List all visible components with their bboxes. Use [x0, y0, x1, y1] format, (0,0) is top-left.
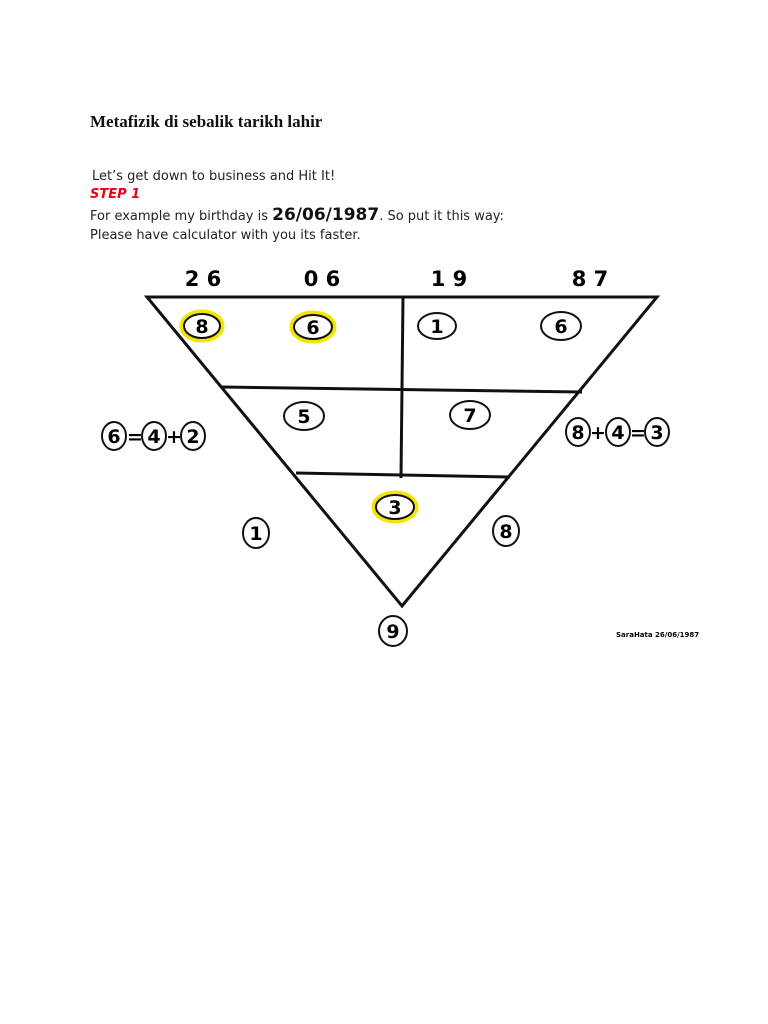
- top-number-year: 8 7: [571, 267, 609, 291]
- signature: SaraHata 26/06/1987: [616, 631, 700, 639]
- left-eq-equals: =: [127, 426, 143, 448]
- calculator-note: Please have calculator with you its faster.: [90, 228, 361, 243]
- row1-value-3: 1: [430, 316, 444, 338]
- row2-value-1: 5: [297, 406, 311, 428]
- left-outer-circle: [243, 518, 269, 548]
- row1-circle-2: [292, 313, 334, 341]
- row1-value-4: 6: [554, 316, 568, 338]
- right-eq-plus: +: [590, 422, 606, 444]
- right-eq-operand-2: 4: [611, 422, 625, 444]
- left-equation: [102, 422, 205, 450]
- right-eq-equals: =: [630, 422, 646, 444]
- row1-circle-1: [182, 312, 222, 340]
- left-eq-plus: +: [166, 426, 182, 448]
- example-date: 26/06/1987: [272, 205, 380, 225]
- row3-value: 3: [388, 497, 402, 519]
- right-outer-circle: [493, 516, 519, 546]
- triangle-frame: [147, 297, 657, 606]
- left-eq-operand-2: 2: [186, 426, 200, 448]
- top-number-day: 2 6: [184, 267, 222, 291]
- example-prefix: For example my birthday is: [90, 209, 273, 224]
- row2-circle-1: [284, 402, 324, 430]
- row1-value-2: 6: [306, 317, 320, 339]
- step-label: STEP 1: [90, 187, 141, 202]
- row3-circle: [374, 493, 416, 521]
- intro-text: Let’s get down to business and Hit It!: [92, 169, 336, 184]
- row1-circle-4: [541, 312, 581, 340]
- example-suffix: . So put it this way:: [379, 209, 504, 224]
- row2-value-2: 7: [463, 405, 477, 427]
- bottom-value: 9: [386, 621, 400, 643]
- row1-value-1: 8: [195, 316, 209, 338]
- document-title: Metafizik di sebalik tarikh lahir: [90, 112, 323, 131]
- row1-circle-3: [418, 313, 456, 339]
- right-equation: [566, 418, 669, 446]
- right-eq-operand-1: 8: [571, 422, 585, 444]
- top-number-century: 1 9: [430, 267, 468, 291]
- right-outer-value: 8: [499, 521, 513, 543]
- right-eq-result: 3: [650, 422, 664, 444]
- left-outer-value: 1: [249, 523, 263, 545]
- left-eq-operand-1: 4: [147, 426, 161, 448]
- left-eq-result: 6: [107, 426, 121, 448]
- row2-circle-2: [450, 401, 490, 429]
- top-number-month: 0 6: [303, 267, 341, 291]
- bottom-circle: [379, 616, 407, 646]
